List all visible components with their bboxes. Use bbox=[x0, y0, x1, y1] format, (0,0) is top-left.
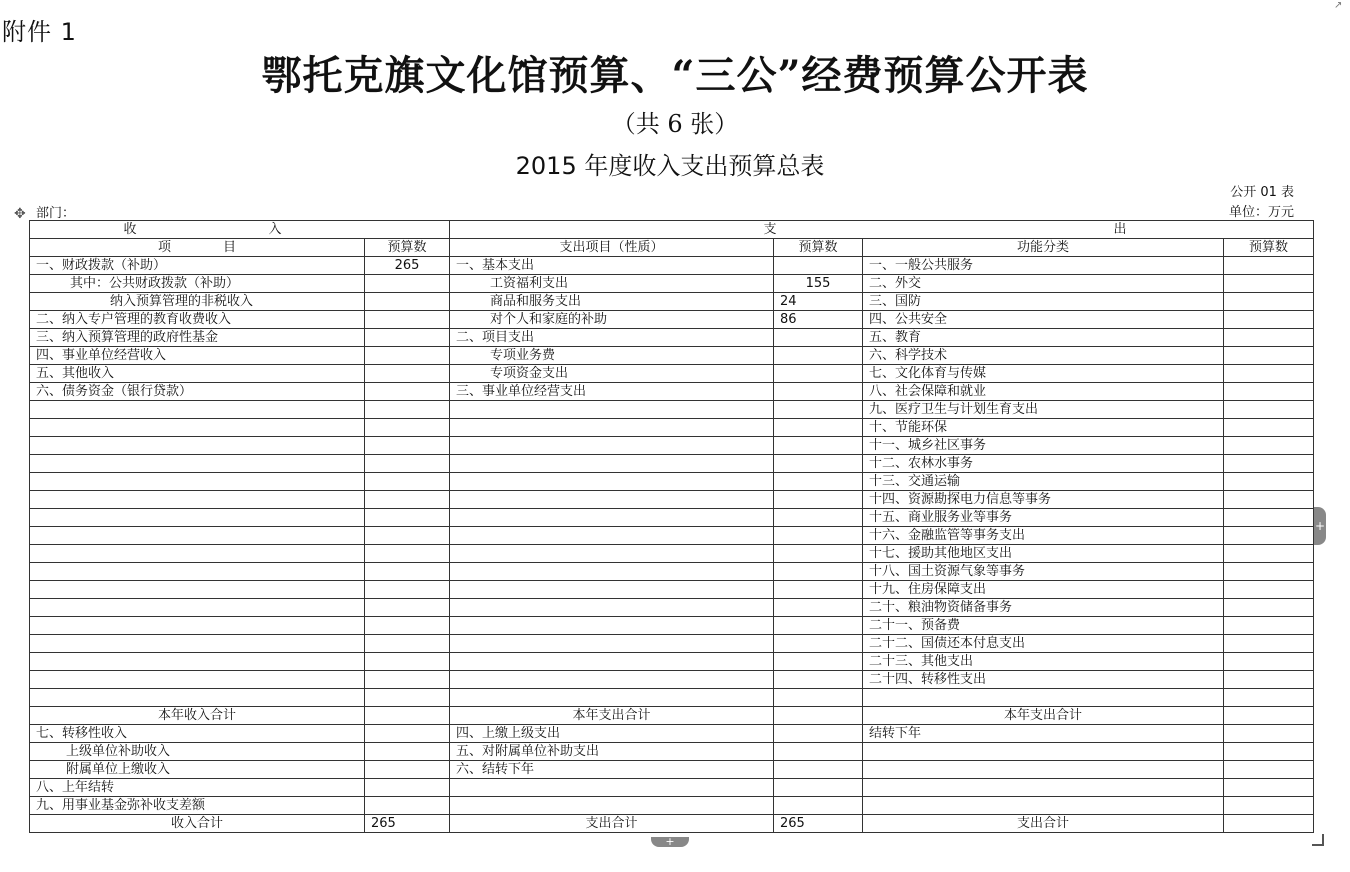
cell-expense-amount bbox=[774, 671, 863, 689]
window-corner-icon: ↗ bbox=[1334, 0, 1343, 11]
resize-handle[interactable] bbox=[1312, 834, 1324, 846]
col-header-function-amount: 预算数 bbox=[1224, 239, 1314, 257]
cell-income-amount bbox=[365, 365, 450, 383]
cell-function-amount bbox=[1224, 473, 1314, 491]
cell-function-amount bbox=[1224, 545, 1314, 563]
cell-function-amount bbox=[1224, 725, 1314, 743]
cell-expense-amount bbox=[774, 545, 863, 563]
cell-income-amount bbox=[365, 653, 450, 671]
table-row bbox=[30, 365, 1314, 383]
cell-expense-amount bbox=[774, 473, 863, 491]
cell-function-amount bbox=[1224, 257, 1314, 275]
cell-income-item: 四、事业单位经营收入 bbox=[30, 347, 365, 365]
cell-income-amount bbox=[365, 347, 450, 365]
table-move-icon[interactable]: ✥ bbox=[14, 206, 26, 222]
cell-income-amount: 265 bbox=[365, 815, 450, 833]
cell-expense-amount: 155 bbox=[774, 275, 863, 293]
cell-expense-amount bbox=[774, 635, 863, 653]
cell-income-item: 七、转移性收入 bbox=[30, 725, 365, 743]
col-header-income-item: 项 目 bbox=[30, 239, 365, 257]
cell-function-class: 四、公共安全 bbox=[863, 311, 1224, 329]
cell-income-amount bbox=[365, 743, 450, 761]
cell-income-amount bbox=[365, 473, 450, 491]
cell-income-amount bbox=[365, 599, 450, 617]
cell-function-class: 十一、城乡社区事务 bbox=[863, 437, 1224, 455]
table-row bbox=[30, 509, 1314, 527]
cell-function-class: 十六、金融监管等事务支出 bbox=[863, 527, 1224, 545]
table-row bbox=[30, 527, 1314, 545]
cell-expense-amount bbox=[774, 527, 863, 545]
cell-expense-amount bbox=[774, 455, 863, 473]
budget-table bbox=[29, 220, 1314, 833]
cell-function-class: 十、节能环保 bbox=[863, 419, 1224, 437]
expand-right-tab[interactable]: + bbox=[1314, 507, 1326, 545]
cell-function-class: 五、教育 bbox=[863, 329, 1224, 347]
cell-expense-nature bbox=[450, 581, 774, 599]
cell-expense-nature: 商品和服务支出 bbox=[450, 293, 774, 311]
cell-function-amount bbox=[1224, 743, 1314, 761]
cell-income-item: 六、债务资金（银行贷款） bbox=[30, 383, 365, 401]
table-row bbox=[30, 689, 1314, 707]
cell-expense-amount bbox=[774, 383, 863, 401]
cell-function-amount bbox=[1224, 563, 1314, 581]
cell-income-item bbox=[30, 617, 365, 635]
cell-income-amount bbox=[365, 761, 450, 779]
cell-function-amount bbox=[1224, 311, 1314, 329]
cell-function-class bbox=[863, 761, 1224, 779]
cell-expense-nature bbox=[450, 509, 774, 527]
cell-expense-amount bbox=[774, 329, 863, 347]
cell-expense-amount bbox=[774, 779, 863, 797]
table-row bbox=[30, 545, 1314, 563]
table-row bbox=[30, 275, 1314, 293]
table-row bbox=[30, 581, 1314, 599]
cell-income-item bbox=[30, 491, 365, 509]
cell-function-amount bbox=[1224, 329, 1314, 347]
cell-expense-amount bbox=[774, 437, 863, 455]
cell-expense-amount: 86 bbox=[774, 311, 863, 329]
cell-income-amount bbox=[365, 545, 450, 563]
cell-income-item: 上级单位补助收入 bbox=[30, 743, 365, 761]
cell-function-amount bbox=[1224, 383, 1314, 401]
cell-income-item: 其中：公共财政拨款（补助） bbox=[30, 275, 365, 293]
cell-expense-nature: 对个人和家庭的补助 bbox=[450, 311, 774, 329]
cell-income-amount bbox=[365, 671, 450, 689]
cell-expense-nature bbox=[450, 671, 774, 689]
cell-income-item bbox=[30, 545, 365, 563]
cell-income-amount bbox=[365, 689, 450, 707]
cell-expense-amount bbox=[774, 797, 863, 815]
table-row bbox=[30, 797, 1314, 815]
cell-income-item bbox=[30, 473, 365, 491]
cell-function-amount bbox=[1224, 689, 1314, 707]
cell-income-item bbox=[30, 635, 365, 653]
cell-expense-amount bbox=[774, 761, 863, 779]
table-row bbox=[30, 347, 1314, 365]
cell-expense-nature: 一、基本支出 bbox=[450, 257, 774, 275]
cell-function-amount bbox=[1224, 293, 1314, 311]
department-label: 部门： bbox=[36, 206, 76, 221]
cell-expense-amount bbox=[774, 491, 863, 509]
cell-expense-nature bbox=[450, 779, 774, 797]
cell-expense-nature: 二、项目支出 bbox=[450, 329, 774, 347]
cell-function-class: 十九、住房保障支出 bbox=[863, 581, 1224, 599]
cell-function-amount bbox=[1224, 491, 1314, 509]
cell-expense-amount bbox=[774, 689, 863, 707]
cell-function-class: 二十一、预备费 bbox=[863, 617, 1224, 635]
table-row bbox=[30, 707, 1314, 725]
cell-income-item bbox=[30, 671, 365, 689]
expand-bottom-tab[interactable]: + bbox=[651, 837, 689, 847]
table-row bbox=[30, 293, 1314, 311]
cell-income-amount bbox=[365, 707, 450, 725]
cell-function-class bbox=[863, 779, 1224, 797]
cell-function-class: 支出合计 bbox=[863, 815, 1224, 833]
cell-income-amount bbox=[365, 293, 450, 311]
cell-function-amount bbox=[1224, 401, 1314, 419]
cell-function-amount bbox=[1224, 275, 1314, 293]
cell-expense-nature: 六、结转下年 bbox=[450, 761, 774, 779]
cell-function-class: 六、科学技术 bbox=[863, 347, 1224, 365]
cell-income-amount bbox=[365, 383, 450, 401]
cell-expense-nature: 四、上缴上级支出 bbox=[450, 725, 774, 743]
cell-expense-amount bbox=[774, 419, 863, 437]
cell-expense-nature bbox=[450, 527, 774, 545]
cell-function-amount bbox=[1224, 365, 1314, 383]
table-row bbox=[30, 815, 1314, 833]
cell-income-amount: 265 bbox=[365, 257, 450, 275]
table-row bbox=[30, 383, 1314, 401]
cell-income-item: 纳入预算管理的非税收入 bbox=[30, 293, 365, 311]
table-row bbox=[30, 257, 1314, 275]
cell-expense-amount bbox=[774, 401, 863, 419]
cell-expense-amount bbox=[774, 509, 863, 527]
cell-expense-amount bbox=[774, 743, 863, 761]
page-subtitle: （共 6 张） bbox=[611, 110, 739, 138]
cell-function-amount bbox=[1224, 617, 1314, 635]
cell-function-class bbox=[863, 797, 1224, 815]
cell-expense-amount bbox=[774, 563, 863, 581]
table-row bbox=[30, 779, 1314, 797]
table-row bbox=[30, 473, 1314, 491]
table-row bbox=[30, 401, 1314, 419]
cell-function-class: 二十、粮油物资储备事务 bbox=[863, 599, 1224, 617]
cell-expense-amount bbox=[774, 581, 863, 599]
cell-expense-nature bbox=[450, 635, 774, 653]
cell-income-amount bbox=[365, 527, 450, 545]
cell-income-item: 八、上年结转 bbox=[30, 779, 365, 797]
cell-function-amount bbox=[1224, 599, 1314, 617]
cell-income-amount bbox=[365, 491, 450, 509]
cell-expense-nature: 专项业务费 bbox=[450, 347, 774, 365]
col-header-income-amount: 预算数 bbox=[365, 239, 450, 257]
cell-function-class: 十四、资源勘探电力信息等事务 bbox=[863, 491, 1224, 509]
column-header-row bbox=[30, 239, 1314, 257]
cell-income-item bbox=[30, 689, 365, 707]
cell-function-class: 本年支出合计 bbox=[863, 707, 1224, 725]
cell-income-item: 收入合计 bbox=[30, 815, 365, 833]
cell-function-class: 结转下年 bbox=[863, 725, 1224, 743]
cell-expense-nature bbox=[450, 419, 774, 437]
attachment-label: 附件 1 bbox=[2, 18, 77, 46]
table-row bbox=[30, 599, 1314, 617]
cell-income-amount bbox=[365, 275, 450, 293]
cell-income-amount bbox=[365, 635, 450, 653]
cell-income-item bbox=[30, 437, 365, 455]
cell-function-class: 十七、援助其他地区支出 bbox=[863, 545, 1224, 563]
cell-income-amount bbox=[365, 581, 450, 599]
cell-expense-amount: 24 bbox=[774, 293, 863, 311]
cell-function-class: 二、外交 bbox=[863, 275, 1224, 293]
cell-income-amount bbox=[365, 437, 450, 455]
cell-expense-nature: 三、事业单位经营支出 bbox=[450, 383, 774, 401]
cell-function-class: 二十四、转移性支出 bbox=[863, 671, 1224, 689]
group-header-row bbox=[30, 221, 1314, 239]
cell-income-item bbox=[30, 599, 365, 617]
cell-function-class: 八、社会保障和就业 bbox=[863, 383, 1224, 401]
col-header-expense-nature: 支出项目（性质） bbox=[450, 239, 774, 257]
cell-income-item: 三、纳入预算管理的政府性基金 bbox=[30, 329, 365, 347]
cell-function-class: 二十三、其他支出 bbox=[863, 653, 1224, 671]
cell-function-class: 十二、农林水事务 bbox=[863, 455, 1224, 473]
cell-expense-amount bbox=[774, 653, 863, 671]
cell-function-amount bbox=[1224, 455, 1314, 473]
cell-function-class: 三、国防 bbox=[863, 293, 1224, 311]
table-row bbox=[30, 455, 1314, 473]
cell-income-item bbox=[30, 527, 365, 545]
cell-function-class: 七、文化体育与传媒 bbox=[863, 365, 1224, 383]
cell-expense-nature bbox=[450, 653, 774, 671]
cell-income-item bbox=[30, 509, 365, 527]
cell-income-amount bbox=[365, 419, 450, 437]
cell-expense-amount bbox=[774, 599, 863, 617]
cell-expense-nature bbox=[450, 401, 774, 419]
cell-income-item bbox=[30, 401, 365, 419]
cell-function-amount bbox=[1224, 419, 1314, 437]
cell-function-class: 九、医疗卫生与计划生育支出 bbox=[863, 401, 1224, 419]
cell-income-item: 二、纳入专户管理的教育收费收入 bbox=[30, 311, 365, 329]
cell-income-item: 九、用事业基金弥补收支差额 bbox=[30, 797, 365, 815]
page-title: 鄂托克旗文化馆预算、“三公”经费预算公开表 bbox=[261, 52, 1089, 99]
cell-function-amount bbox=[1224, 797, 1314, 815]
cell-income-item: 附属单位上缴收入 bbox=[30, 761, 365, 779]
cell-function-amount bbox=[1224, 779, 1314, 797]
table-title: 2015 年度收入支出预算总表 bbox=[515, 152, 825, 180]
cell-function-class: 十五、商业服务业等事务 bbox=[863, 509, 1224, 527]
table-row bbox=[30, 653, 1314, 671]
cell-expense-nature: 支出合计 bbox=[450, 815, 774, 833]
cell-expense-amount bbox=[774, 725, 863, 743]
cell-income-amount bbox=[365, 401, 450, 419]
col-header-expense-amount: 预算数 bbox=[774, 239, 863, 257]
table-row bbox=[30, 617, 1314, 635]
table-row bbox=[30, 761, 1314, 779]
cell-income-amount bbox=[365, 329, 450, 347]
cell-expense-amount bbox=[774, 347, 863, 365]
cell-expense-amount bbox=[774, 707, 863, 725]
cell-expense-amount bbox=[774, 257, 863, 275]
cell-function-amount bbox=[1224, 671, 1314, 689]
cell-function-class: 十三、交通运输 bbox=[863, 473, 1224, 491]
cell-expense-amount bbox=[774, 365, 863, 383]
cell-function-amount bbox=[1224, 653, 1314, 671]
cell-expense-amount bbox=[774, 617, 863, 635]
cell-expense-amount: 265 bbox=[774, 815, 863, 833]
cell-income-amount bbox=[365, 455, 450, 473]
expense-group-header: 支 出 bbox=[450, 221, 1314, 239]
cell-income-amount bbox=[365, 617, 450, 635]
table-row bbox=[30, 725, 1314, 743]
cell-income-amount bbox=[365, 509, 450, 527]
col-header-function-class: 功能分类 bbox=[863, 239, 1224, 257]
cell-function-amount bbox=[1224, 815, 1314, 833]
cell-function-amount bbox=[1224, 527, 1314, 545]
cell-income-item: 五、其他收入 bbox=[30, 365, 365, 383]
cell-income-item: 本年收入合计 bbox=[30, 707, 365, 725]
cell-function-amount bbox=[1224, 707, 1314, 725]
cell-function-amount bbox=[1224, 581, 1314, 599]
cell-expense-nature bbox=[450, 563, 774, 581]
cell-expense-nature bbox=[450, 491, 774, 509]
table-row bbox=[30, 311, 1314, 329]
cell-function-class bbox=[863, 689, 1224, 707]
cell-expense-nature bbox=[450, 455, 774, 473]
cell-expense-nature bbox=[450, 689, 774, 707]
cell-income-item bbox=[30, 455, 365, 473]
cell-income-item bbox=[30, 581, 365, 599]
table-row bbox=[30, 437, 1314, 455]
cell-function-amount bbox=[1224, 761, 1314, 779]
cell-income-amount bbox=[365, 563, 450, 581]
cell-function-amount bbox=[1224, 509, 1314, 527]
cell-expense-nature bbox=[450, 545, 774, 563]
cell-income-item bbox=[30, 653, 365, 671]
table-row bbox=[30, 743, 1314, 761]
table-row bbox=[30, 419, 1314, 437]
table-row bbox=[30, 563, 1314, 581]
cell-expense-nature: 本年支出合计 bbox=[450, 707, 774, 725]
cell-function-class bbox=[863, 743, 1224, 761]
cell-income-item bbox=[30, 419, 365, 437]
cell-expense-nature: 专项资金支出 bbox=[450, 365, 774, 383]
unit-label: 单位：万元 bbox=[1228, 205, 1294, 220]
table-row bbox=[30, 671, 1314, 689]
cell-income-item: 一、财政拨款（补助） bbox=[30, 257, 365, 275]
cell-expense-nature: 五、对附属单位补助支出 bbox=[450, 743, 774, 761]
cell-function-class: 二十二、国债还本付息支出 bbox=[863, 635, 1224, 653]
cell-expense-nature bbox=[450, 797, 774, 815]
cell-income-amount bbox=[365, 311, 450, 329]
income-group-header: 收 入 bbox=[30, 221, 450, 239]
table-row bbox=[30, 635, 1314, 653]
cell-expense-nature: 工资福利支出 bbox=[450, 275, 774, 293]
form-number: 公开 01 表 bbox=[1230, 185, 1294, 200]
cell-function-amount bbox=[1224, 437, 1314, 455]
cell-income-amount bbox=[365, 779, 450, 797]
cell-income-amount bbox=[365, 725, 450, 743]
table-row bbox=[30, 491, 1314, 509]
cell-expense-nature bbox=[450, 617, 774, 635]
cell-income-amount bbox=[365, 797, 450, 815]
cell-expense-nature bbox=[450, 437, 774, 455]
cell-expense-nature bbox=[450, 473, 774, 491]
table-row bbox=[30, 329, 1314, 347]
cell-income-item bbox=[30, 563, 365, 581]
cell-function-amount bbox=[1224, 635, 1314, 653]
cell-function-class: 十八、国土资源气象等事务 bbox=[863, 563, 1224, 581]
cell-function-class: 一、一般公共服务 bbox=[863, 257, 1224, 275]
cell-expense-nature bbox=[450, 599, 774, 617]
cell-function-amount bbox=[1224, 347, 1314, 365]
